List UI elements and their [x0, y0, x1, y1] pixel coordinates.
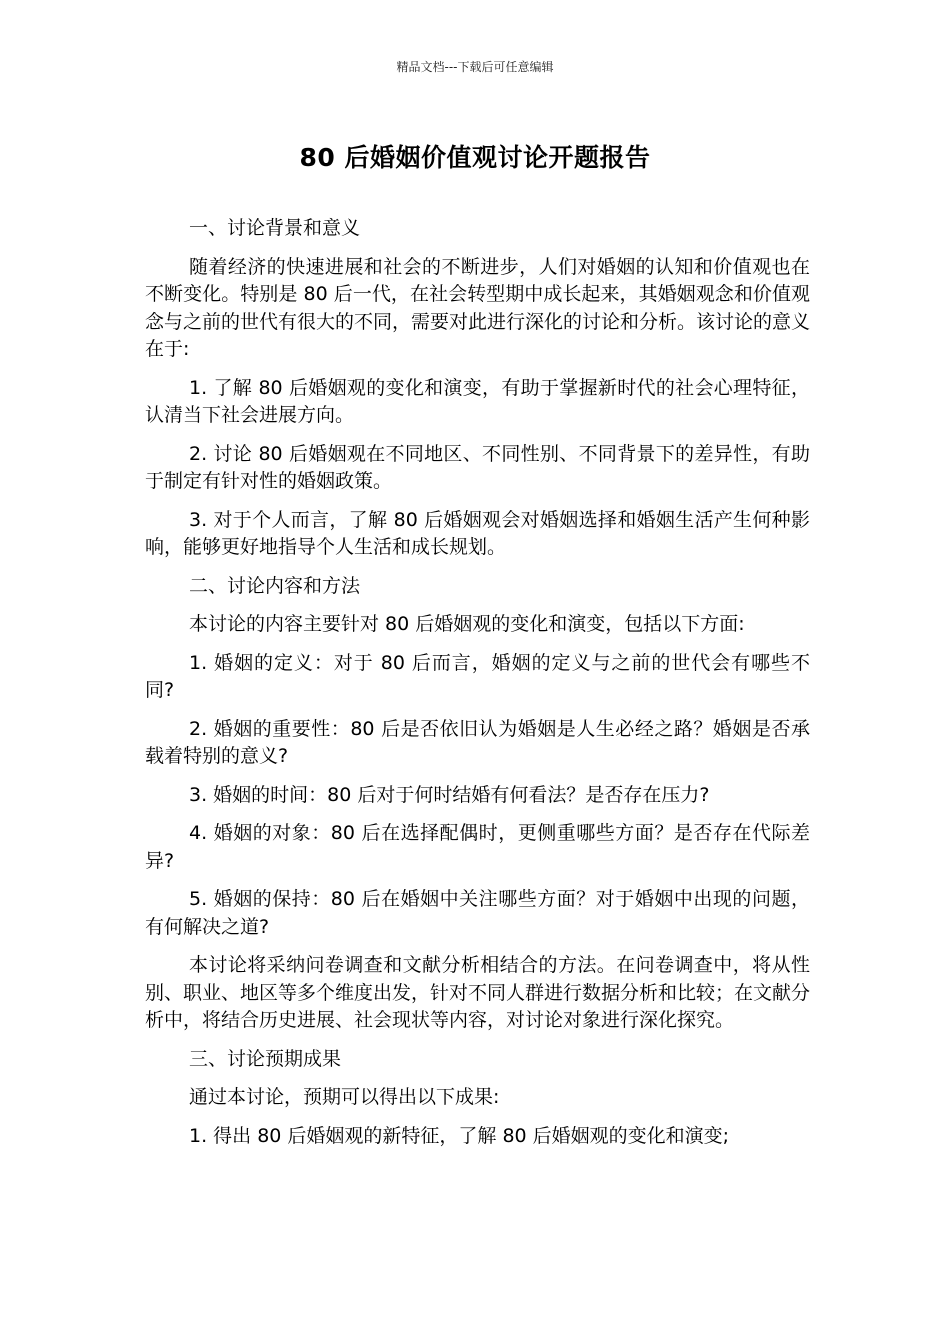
- list-item-content-2: 2. 婚姻的重要性：80 后是否依旧认为婚姻是人生必经之路？婚姻是否承载着特别的意义?: [145, 717, 810, 767]
- paragraph-background: 随着经济的快速进展和社会的不断进步，人们对婚姻的认知和价值观也在不断变化。特别是 80 后一代，在社会转型期中成长起来，其婚姻观念和价值观念与之前的世代有很大的不同，需要对此进行深化的讨论和分析。该讨论的意义在于:: [145, 255, 811, 360]
- header-note: 精品文档---下载后可任意编辑: [396, 60, 554, 74]
- section-heading-expected-results: 三、讨论预期成果: [189, 1047, 342, 1070]
- section-heading-content-methods: 二、讨论内容和方法: [189, 574, 361, 597]
- list-item-significance-1: 1. 了解 80 后婚姻观的变化和演变，有助于掌握新时代的社会心理特征，认清当下社会进展方向。: [145, 376, 810, 426]
- paragraph-methods: 本讨论将采纳问卷调查和文献分析相结合的方法。在问卷调查中，将从性别、职业、地区等多个维度出发，针对不同人群进行数据分析和比较；在文献分析中，将结合历史进展、社会现状等内容，对讨论对象进行深化探究。: [145, 954, 811, 1031]
- list-item-results-1: 1. 得出 80 后婚姻观的新特征，了解 80 后婚姻观的变化和演变;: [189, 1124, 730, 1147]
- document-body: [145, 215, 810, 1161]
- document-title: 80 后婚姻价值观讨论开题报告: [299, 143, 651, 172]
- paragraph-content-intro: 本讨论的内容主要针对 80 后婚姻观的变化和演变，包括以下方面:: [189, 613, 745, 635]
- paragraph-results-intro: 通过本讨论，预期可以得出以下成果:: [189, 1086, 500, 1108]
- list-item-content-3: 3. 婚姻的时间：80 后对于何时结婚有何看法？是否存在压力?: [189, 783, 710, 806]
- list-item-content-5: 5. 婚姻的保持：80 后在婚姻中关注哪些方面？对于婚姻中出现的问题，有何解决之道?: [145, 888, 810, 938]
- list-item-content-4: 4. 婚姻的对象：80 后在选择配偶时，更侧重哪些方面？是否存在代际差异?: [145, 822, 810, 872]
- list-item-significance-2: 2. 讨论 80 后婚姻观在不同地区、不同性别、不同背景下的差异性，有助于制定有针对性的婚姻政策。: [145, 442, 810, 492]
- list-item-content-1: 1. 婚姻的定义：对于 80 后而言，婚姻的定义与之前的世代会有哪些不同?: [145, 651, 810, 701]
- section-heading-background: 一、讨论背景和意义: [189, 217, 361, 239]
- list-item-significance-3: 3. 对于个人而言，了解 80 后婚姻观会对婚姻选择和婚姻生活产生何种影响，能够更好地指导个人生活和成长规划。: [145, 508, 810, 558]
